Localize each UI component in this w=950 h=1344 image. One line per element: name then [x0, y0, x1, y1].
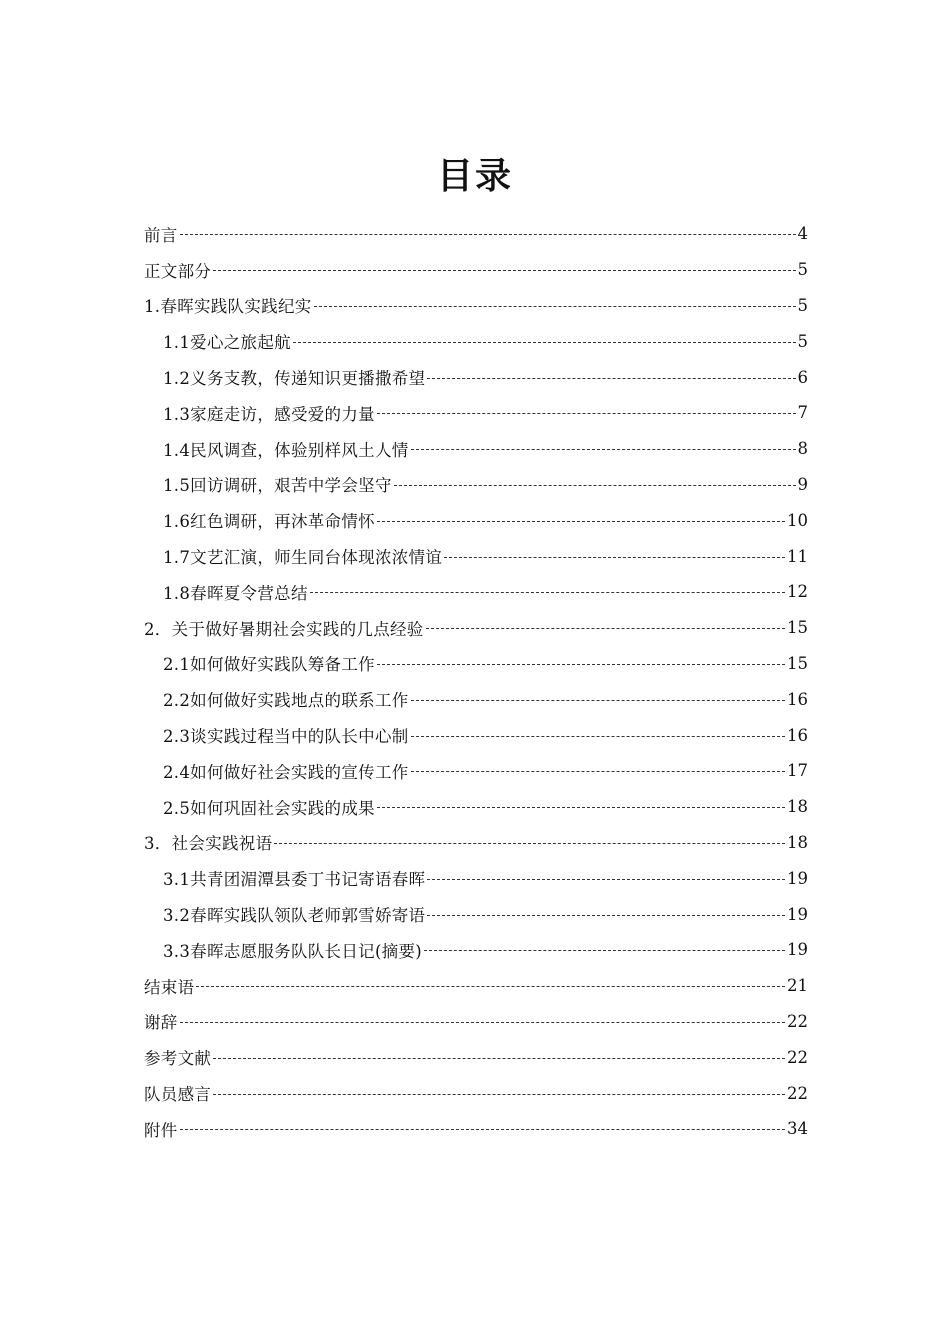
toc-entry[interactable] [144, 968, 808, 1004]
toc-entry[interactable] [144, 1075, 808, 1111]
toc-leader-dashes [377, 521, 785, 522]
toc-entry[interactable] [144, 681, 808, 717]
toc-entry-page-number: 5 [797, 295, 808, 315]
toc-entry-page-number: 22 [787, 1083, 808, 1103]
toc-entry-page-number: 17 [787, 761, 808, 781]
toc-leader-dashes [427, 378, 795, 379]
toc-entry-label: 1.8春晖夏令营总结 [163, 583, 308, 603]
toc-entry-page-number: 19 [787, 904, 808, 924]
page-title: 目录 [436, 156, 513, 197]
toc-entry[interactable] [144, 646, 808, 682]
toc-entry-page-number: 15 [787, 618, 808, 638]
toc-leader-dashes [424, 950, 785, 951]
toc-entry-label: 1.7文艺汇演，师生同台体现浓浓情谊 [163, 548, 443, 568]
toc-entry[interactable] [144, 323, 808, 359]
toc-leader-dashes [314, 306, 796, 307]
toc-entry-page-number: 21 [787, 976, 808, 996]
toc-entry[interactable] [144, 1004, 808, 1040]
toc-entry[interactable] [144, 932, 808, 968]
toc-leader-dashes [180, 1022, 785, 1023]
toc-leader-dashes [377, 664, 785, 665]
toc-entry-label: 正文部分 [144, 261, 212, 281]
toc-entry-page-number: 19 [787, 940, 808, 960]
toc-leader-dashes [180, 234, 796, 235]
toc-entry-page-number: 19 [787, 868, 808, 888]
toc-entry-label: 参考文献 [144, 1049, 212, 1069]
toc-leader-dashes [426, 628, 785, 629]
toc-leader-dashes [213, 270, 795, 271]
toc-leader-dashes [196, 986, 785, 987]
toc-leader-dashes [377, 413, 796, 414]
toc-entry-label: 2．关于做好暑期社会实践的几点经验 [144, 619, 424, 639]
toc-entry-label: 2.4如何做好社会实践的宣传工作 [163, 762, 409, 782]
toc-entry[interactable] [144, 1111, 808, 1147]
table-of-contents [144, 216, 808, 1147]
toc-entry-label: 附件 [144, 1120, 178, 1140]
toc-leader-dashes [180, 1129, 785, 1130]
toc-leader-dashes [427, 915, 785, 916]
toc-entry-label: 3.2春晖实践队领队老师郭雪娇寄语 [163, 906, 426, 926]
toc-entry-label: 1.5回访调研，艰苦中学会坚守 [163, 476, 392, 496]
toc-leader-dashes [310, 592, 785, 593]
toc-entry-label: 2.2如何做好实践地点的联系工作 [163, 691, 409, 711]
toc-leader-dashes [411, 771, 785, 772]
toc-entry-page-number: 12 [787, 582, 808, 602]
toc-entry-page-number: 15 [787, 653, 808, 673]
toc-entry-label: 2.5如何巩固社会实践的成果 [163, 798, 375, 818]
toc-entry-page-number: 10 [787, 510, 808, 530]
toc-entry-label: 1.春晖实践队实践纪实 [144, 297, 312, 317]
toc-entry-page-number: 6 [797, 367, 808, 387]
toc-entry-page-number: 22 [787, 1047, 808, 1067]
toc-entry[interactable] [144, 288, 808, 324]
toc-leader-dashes [427, 879, 785, 880]
toc-entry[interactable] [144, 753, 808, 789]
toc-leader-dashes [293, 342, 796, 343]
toc-leader-dashes [213, 1094, 785, 1095]
toc-entry-label: 1.4民风调查，体验别样风土人情 [163, 440, 409, 460]
toc-entry-label: 结束语 [144, 977, 195, 997]
toc-entry-label: 队员感言 [144, 1085, 212, 1105]
toc-entry-page-number: 16 [787, 725, 808, 745]
toc-entry[interactable] [144, 717, 808, 753]
toc-leader-dashes [444, 557, 785, 558]
toc-entry[interactable] [144, 1039, 808, 1075]
toc-entry[interactable] [144, 860, 808, 896]
toc-entry[interactable] [144, 610, 808, 646]
toc-entry[interactable] [144, 825, 808, 861]
toc-entry[interactable] [144, 252, 808, 288]
toc-entry-page-number: 9 [797, 474, 808, 494]
toc-entry-label: 3.3春晖志愿服务队队长日记(摘要) [163, 941, 423, 961]
toc-entry[interactable] [144, 216, 808, 252]
toc-entry[interactable] [144, 538, 808, 574]
toc-entry-label: 2.1如何做好实践队筹备工作 [163, 655, 375, 675]
toc-entry-page-number: 5 [797, 331, 808, 351]
toc-entry[interactable] [144, 789, 808, 825]
toc-entry-page-number: 16 [787, 689, 808, 709]
toc-leader-dashes [411, 736, 785, 737]
toc-leader-dashes [411, 449, 796, 450]
toc-entry-page-number: 5 [797, 260, 808, 280]
toc-leader-dashes [411, 700, 785, 701]
toc-entry-page-number: 11 [787, 546, 808, 566]
toc-entry-label: 1.1爱心之旅起航 [163, 333, 291, 353]
toc-leader-dashes [377, 807, 785, 808]
toc-entry-label: 3．社会实践祝语 [144, 834, 273, 854]
toc-entry-page-number: 34 [787, 1119, 808, 1139]
toc-entry-page-number: 7 [797, 403, 808, 423]
toc-entry[interactable] [144, 431, 808, 467]
toc-entry-label: 2.3谈实践过程当中的队长中心制 [163, 727, 409, 747]
toc-entry[interactable] [144, 502, 808, 538]
toc-entry[interactable] [144, 896, 808, 932]
toc-entry[interactable] [144, 574, 808, 610]
toc-leader-dashes [394, 485, 796, 486]
toc-entry-page-number: 18 [787, 832, 808, 852]
toc-entry-label: 3.1共青团湄潭县委丁书记寄语春晖 [163, 870, 426, 890]
toc-leader-dashes [274, 843, 785, 844]
toc-entry[interactable] [144, 359, 808, 395]
toc-entry-label: 1.6红色调研，再沐革命情怀 [163, 512, 375, 532]
toc-entry-label: 前言 [144, 225, 178, 245]
toc-entry-page-number: 8 [797, 439, 808, 459]
toc-entry-label: 谢辞 [144, 1013, 178, 1033]
toc-entry-label: 1.3家庭走访，感受爱的力量 [163, 404, 375, 424]
toc-entry-label: 1.2义务支教，传递知识更播撒希望 [163, 369, 426, 389]
toc-entry[interactable] [144, 467, 808, 503]
toc-leader-dashes [213, 1058, 785, 1059]
toc-entry-page-number: 4 [797, 224, 808, 244]
toc-entry-page-number: 22 [787, 1011, 808, 1031]
toc-entry-page-number: 18 [787, 797, 808, 817]
toc-entry[interactable] [144, 395, 808, 431]
